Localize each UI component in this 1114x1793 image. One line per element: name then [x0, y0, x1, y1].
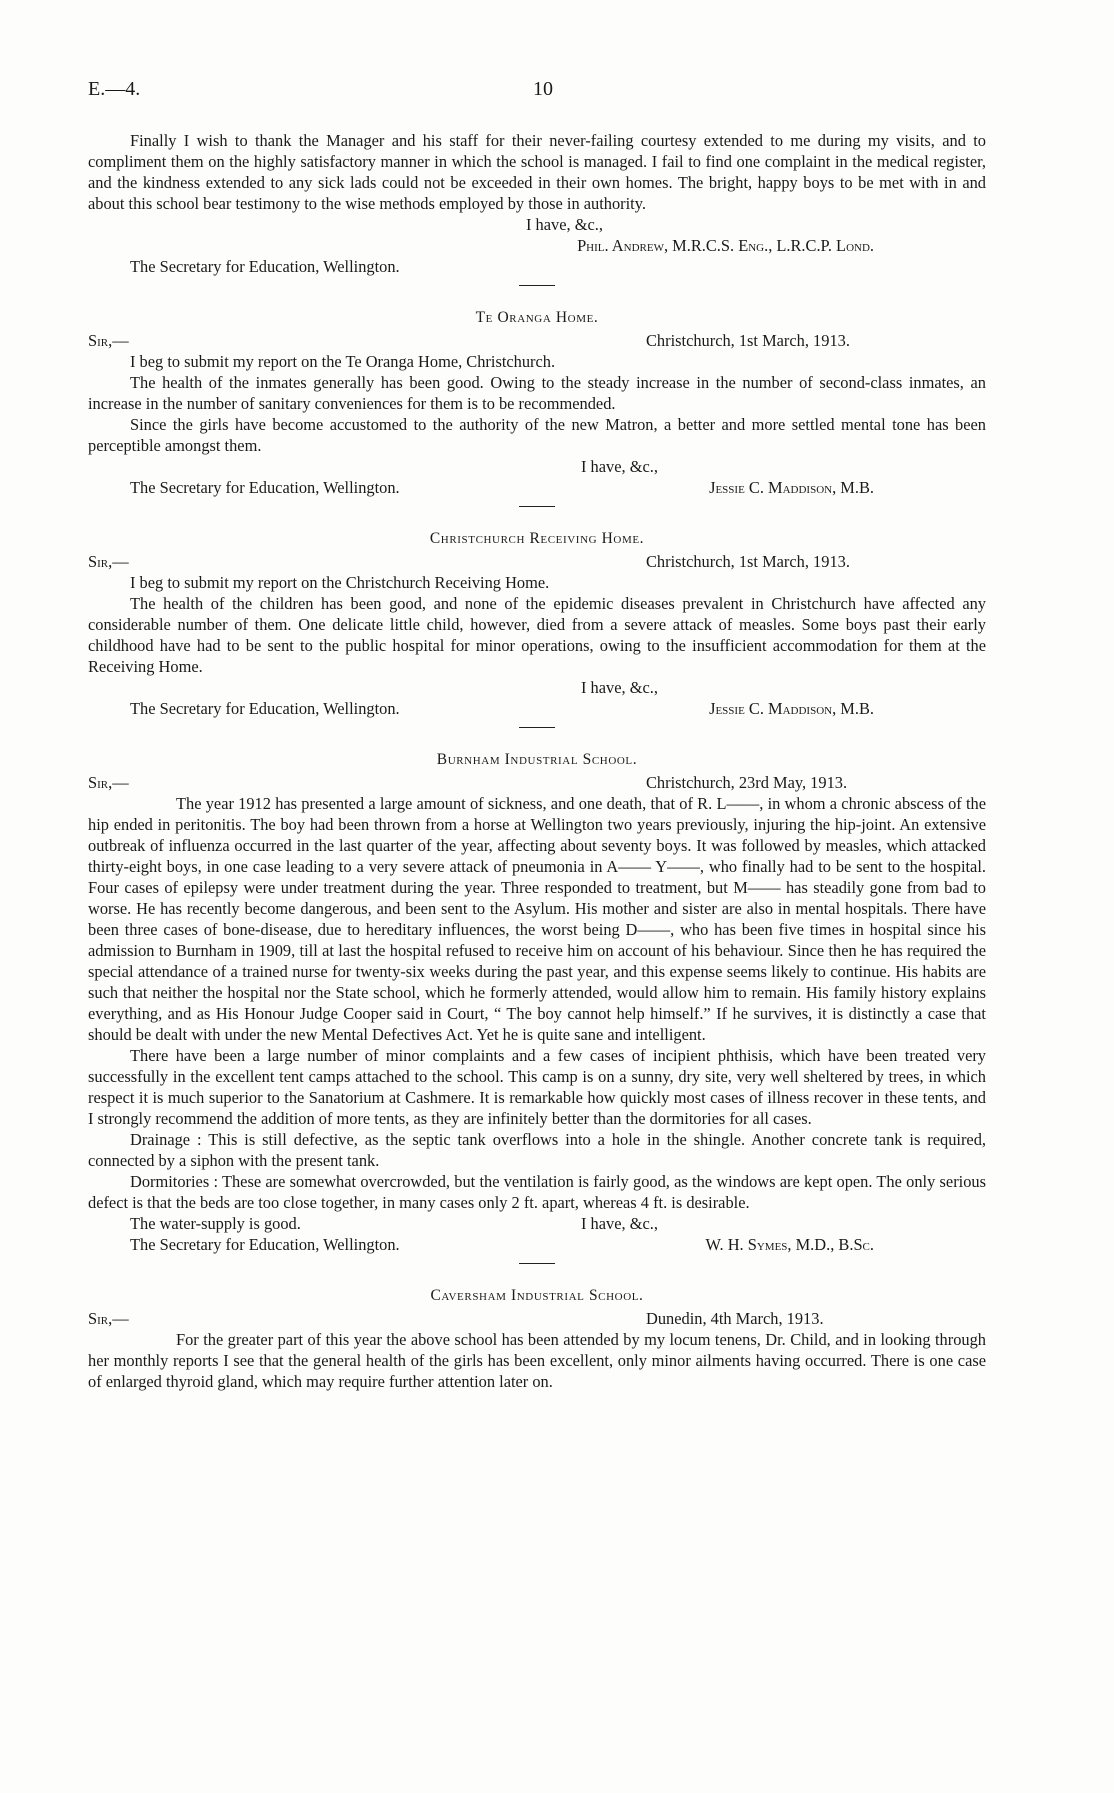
receiving-home-salutation: Sir,—	[88, 552, 129, 571]
te-oranga-salutation: Sir,—	[88, 331, 129, 350]
page-header	[88, 78, 1028, 108]
intro-paragraph: Finally I wish to thank the Manager and his staff for their never-failing courtesy extended to me during my visits, and to compliment them on the highly satisfactory manner in which the school is managed. I fail to find one complaint in the medical register, and the kindness extended to any sick lads could not be exceeded in their own homes. The bright, happy boys to be met with in and about this school bear testimony to the wise methods employed by those in authority.	[88, 131, 986, 213]
page-body	[88, 130, 986, 1392]
receiving-home-closing: I have, &c.,	[581, 678, 658, 697]
burnham-paragraph: The year 1912 has presented a large amount of sickness, and one death, that of R. L——, in whom a chronic abscess of the hip ended in peritonitis. The boy had been thrown from a horse at Wellington two years previously, injuring the hip-joint. An extensive outbreak of influenza occurred in the last quarter of the year, affecting about seventy boys. It was followed by measles, which attacked thirty-eight boys, in one case leading to a very severe attack of pneumonia in A—— Y——, who finally had to be sent to the hospital. Four cases of epilepsy were under treatment during the year. Three responded to treatment, but M—— has steadily gone from bad to worse. He has recently become dangerous, and been sent to the Asylum. His mother and sister are also in mental hospitals. There have been three cases of bone-disease, due to hereditary influences, the worst being D——, who has been five times in hospital since his admission to Burnham in 1909, till at last the hospital refused to receive him on account of his behaviour. Since then he has required the special attendance of a trained nurse for twenty-six weeks during the past year, and this expense seems likely to continue. His habits are such that neither the hospital nor the State school, which he formerly attended, would allow him to remain. His family history explains everything, and as His Honour Judge Cooper said in Court, “ The boy cannot help himself.” If he survives, it is distinctly a case that should be dealt with under the new Mental Defectives Act. Yet he is quite sane and intelligent.	[88, 794, 986, 1044]
te-oranga-signature: Jessie C. Maddison, M.B.	[709, 478, 874, 497]
section-code: E.—4.	[88, 78, 141, 100]
receiving-home-heading: Christchurch Receiving Home.	[429, 530, 645, 547]
caversham-place-date: Dunedin, 4th March, 1913.	[646, 1309, 824, 1328]
te-oranga-addressee: The Secretary for Education, Wellington.	[130, 478, 400, 497]
burnham-paragraph: There have been a large number of minor complaints and a few cases of incipient phthisis, which have been treated very successfully in the excellent tent camps attached to the school. This camp is on a sunny, dry site, very well sheltered by trees, in which respect it is much superior to the Sanatorium at Cashmere. It is remarkable how quickly most cases of illness recover in these tents, and I strongly recommend the addition of more tents, as they are infinitely better than the dormitories for all cases.	[88, 1046, 986, 1128]
te-oranga-heading: Te Oranga Home.	[475, 309, 599, 326]
burnham-heading: Burnham Industrial School.	[436, 751, 638, 768]
te-oranga-paragraph: Since the girls have become accustomed to the authority of the new Matron, a better and more settled mental tone has been perceptible amongst them.	[88, 415, 986, 455]
burnham-closing: I have, &c.,	[581, 1214, 658, 1233]
receiving-home-addressee: The Secretary for Education, Wellington.	[130, 699, 400, 718]
burnham-water-supply: The water-supply is good.	[130, 1214, 301, 1233]
burnham-place-date: Christchurch, 23rd May, 1913.	[646, 773, 848, 792]
receiving-home-place-date: Christchurch, 1st March, 1913.	[646, 552, 850, 571]
burnham-paragraph: Drainage : This is still defective, as the septic tank overflows into a hole in the shingle. Another concrete tank is required, connected by a siphon with the present tank.	[88, 1130, 986, 1170]
caversham-paragraph: For the greater part of this year the above school has been attended by my locum tenens, Dr. Child, and in looking through her monthly reports I see that the general health of the girls has been excellent, only minor ailments having occurred. There is one case of enlarged thyroid gland, which may require further attention later on.	[88, 1330, 986, 1391]
te-oranga-paragraph: I beg to submit my report on the Te Oranga Home, Christchurch.	[130, 352, 556, 371]
caversham-heading: Caversham Industrial School.	[430, 1287, 644, 1304]
page-number: 10	[533, 78, 553, 100]
receiving-home-paragraph: The health of the children has been good, and none of the epidemic diseases prevalent in Christchurch have affected any considerable number of them. One delicate little child, however, died from a severe attack of measles. Some boys past their early childhood have had to be sent to the public hospital for minor operations, owing to the insufficient accommodation for them at the Receiving Home.	[88, 594, 986, 676]
burnham-paragraph: Dormitories : These are somewhat overcrowded, but the ventilation is fairly good, as the windows are kept open. The only serious defect is that the beds are too close together, in many cases only 2 ft. apart, whereas 4 ft. is desirable.	[88, 1172, 986, 1212]
intro-closing: I have, &c.,	[526, 215, 603, 234]
te-oranga-place-date: Christchurch, 1st March, 1913.	[646, 331, 850, 350]
burnham-salutation: Sir,—	[88, 773, 129, 792]
receiving-home-signature: Jessie C. Maddison, M.B.	[709, 699, 874, 718]
burnham-signature: W. H. Symes, M.D., B.Sc.	[705, 1235, 874, 1254]
section-divider	[519, 1263, 555, 1264]
section-divider	[519, 285, 555, 286]
receiving-home-paragraph: I beg to submit my report on the Christchurch Receiving Home.	[130, 573, 550, 592]
te-oranga-paragraph: The health of the inmates generally has been good. Owing to the steady increase in the number of second-class inmates, an increase in the number of sanitary conveniences for them is to be recommended.	[88, 373, 986, 413]
intro-signature: Phil. Andrew, M.R.C.S. Eng., L.R.C.P. Lond.	[577, 236, 874, 255]
intro-addressee: The Secretary for Education, Wellington.	[130, 257, 400, 276]
section-divider	[519, 727, 555, 728]
burnham-addressee: The Secretary for Education, Wellington.	[130, 1235, 400, 1254]
te-oranga-closing: I have, &c.,	[581, 457, 658, 476]
caversham-salutation: Sir,—	[88, 1309, 129, 1328]
section-divider	[519, 506, 555, 507]
